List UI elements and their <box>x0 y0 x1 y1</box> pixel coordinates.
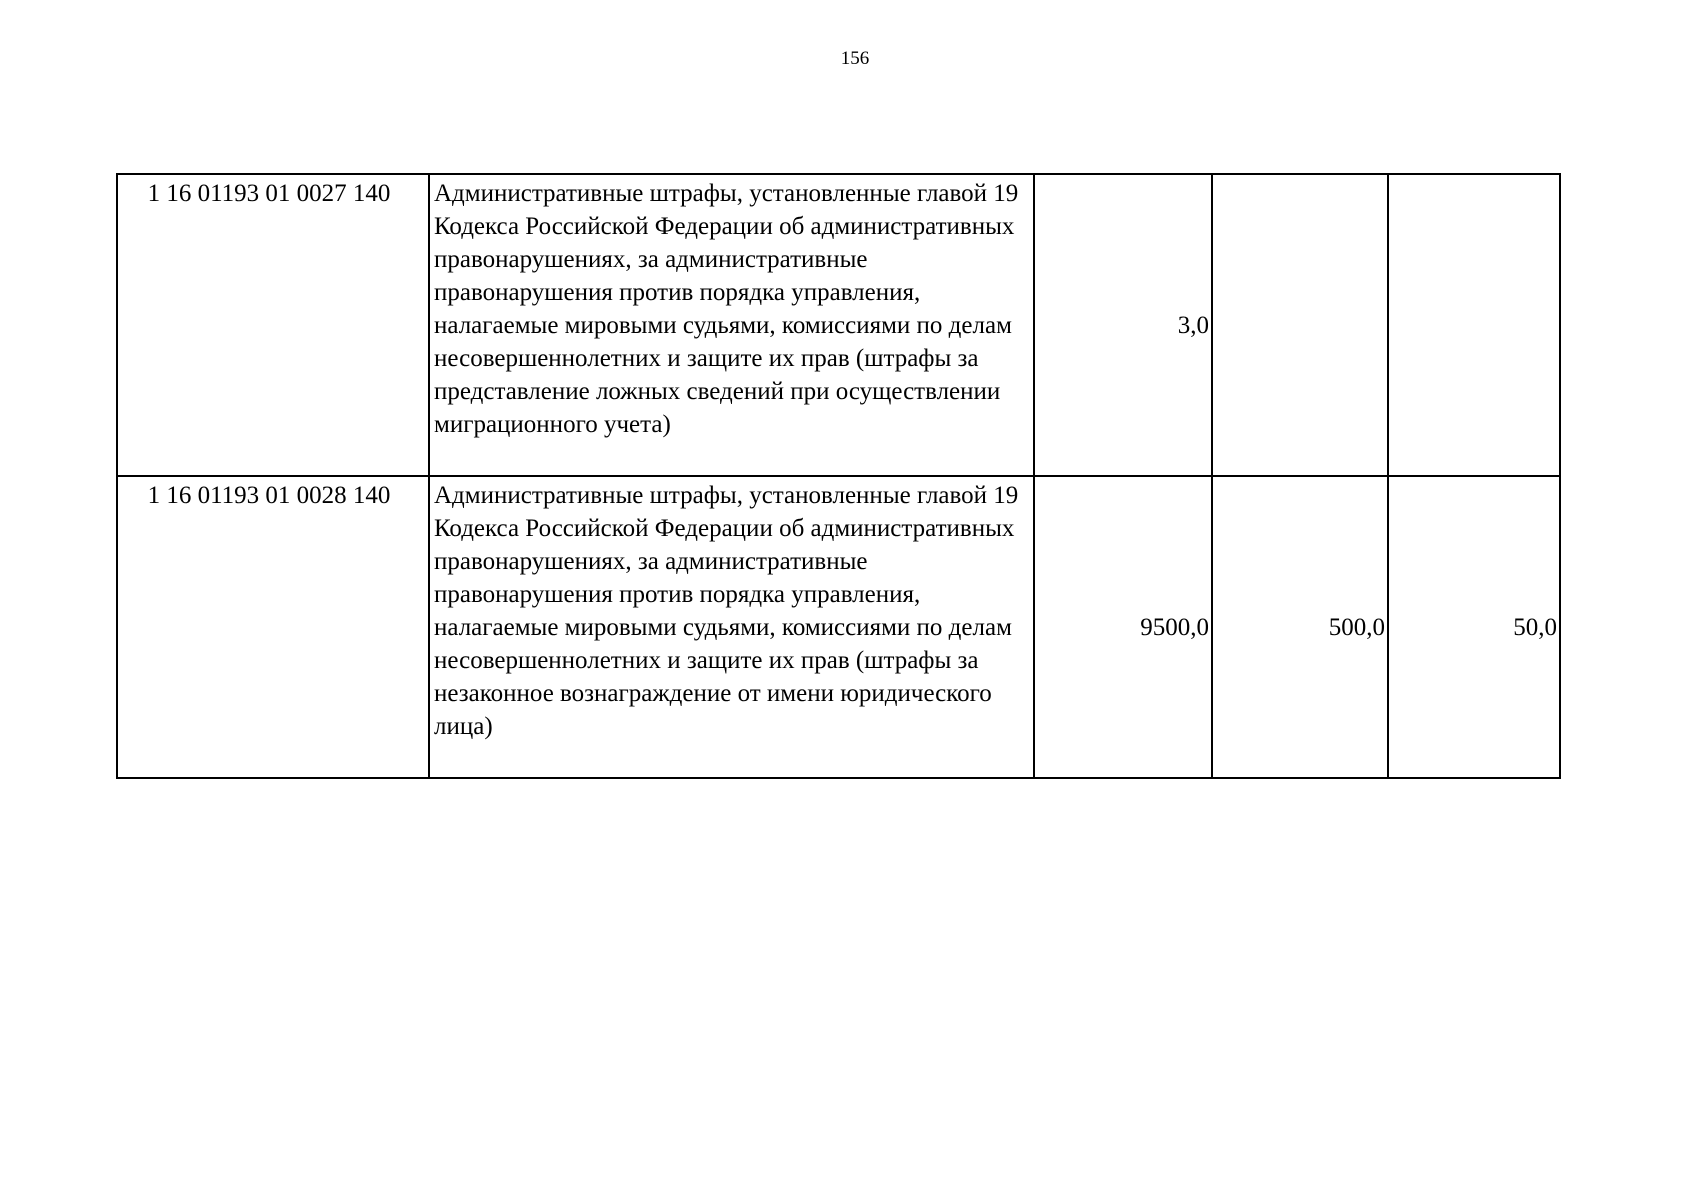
table-row <box>117 476 1560 778</box>
amount-cell-2 <box>1212 174 1388 476</box>
budget-revenue-table <box>116 173 1561 779</box>
page-number: 156 <box>840 48 870 69</box>
revenue-code-cell: 1 16 01193 01 0028 140 <box>117 476 429 778</box>
amount-cell-3 <box>1388 174 1560 476</box>
amount-cell-1: 9500,0 <box>1034 476 1212 778</box>
amount-cell-3: 50,0 <box>1388 476 1560 778</box>
revenue-description-cell: Административные штрафы, установленные главой 19 Кодекса Российской Федерации об административных правонарушениях, за административные правонарушения против порядка управления, налагаемые мировыми судьями, комиссиями по делам несовершеннолетних и защите их прав (штрафы за представление ложных сведений при осуществлении миграционного учета) <box>429 174 1034 476</box>
revenue-description-cell: Административные штрафы, установленные главой 19 Кодекса Российской Федерации об административных правонарушениях, за административные правонарушения против порядка управления, налагаемые мировыми судьями, комиссиями по делам несовершеннолетних и защите их прав (штрафы за незаконное вознаграждение от имени юридического лица) <box>429 476 1034 778</box>
amount-cell-2: 500,0 <box>1212 476 1388 778</box>
revenue-code-cell: 1 16 01193 01 0027 140 <box>117 174 429 476</box>
amount-cell-1: 3,0 <box>1034 174 1212 476</box>
table-row <box>117 174 1560 476</box>
